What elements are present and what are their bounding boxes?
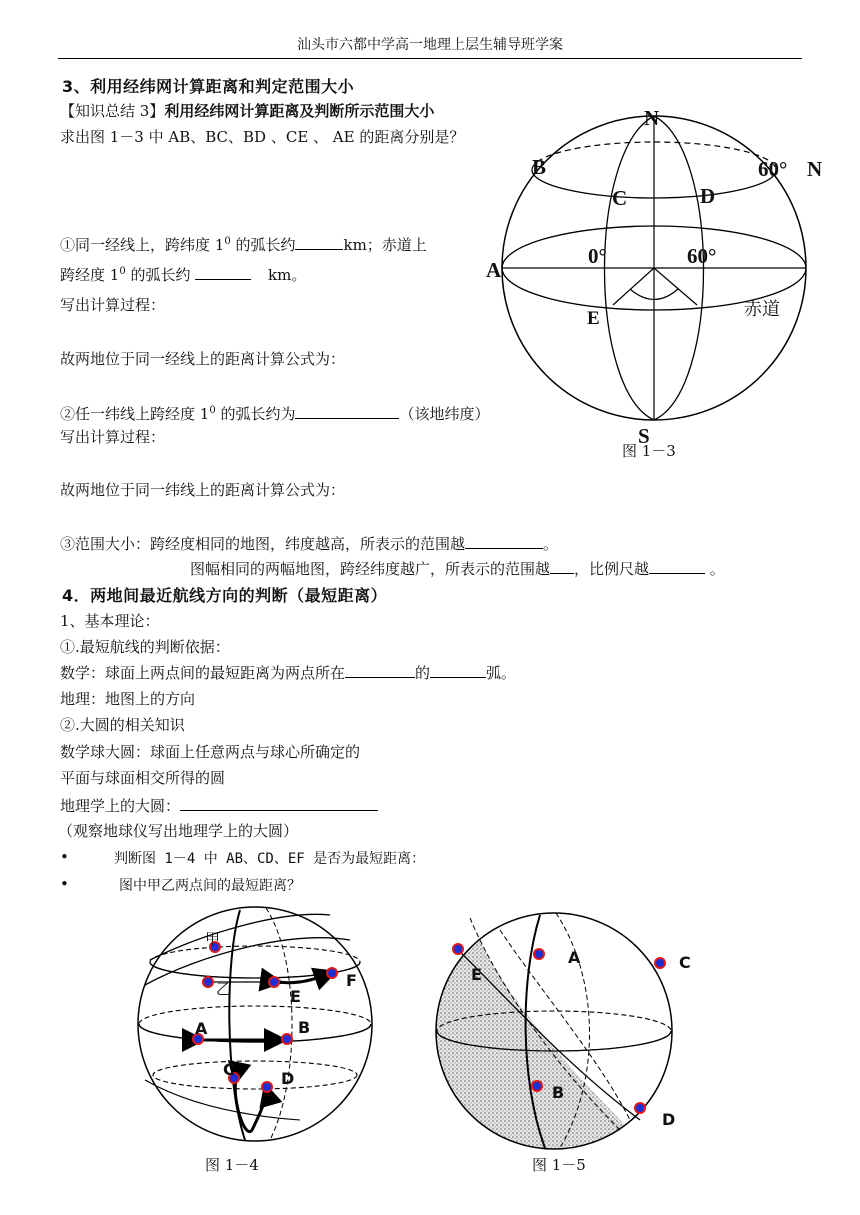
fig13-label-E: E [587,308,600,329]
point-1: ①.最短航线的判断依据： [60,638,230,656]
math-text-c: 弧。 [486,664,517,682]
process-2: 写出计算过程： [60,428,166,446]
geo-direction: 地理：地图上的方向 [60,690,196,708]
fig13-label-S: S [638,424,650,448]
fig15-caption: 图 1－5 [532,1156,586,1174]
fig13-label-N: N [644,106,660,130]
q2-text-b: 的弧长约为 [215,405,296,423]
bullet-dot: • [60,848,69,866]
q3-text-e: 。 [705,560,725,578]
q1-text-d: 跨经度 1 [60,266,120,284]
fig14-label-D: D [281,1069,295,1088]
dot-A [534,949,544,959]
page-header: 汕头市六都中学高一地理上层生辅导班学案 [297,37,563,53]
bullet-1-text: 判断图 1－4 中 AB、CD、EF 是否为最短距离： [114,851,426,867]
summary-bracket: 【知识总结 3】 [60,102,165,120]
fig13-label-A: A [486,258,502,282]
math-text-b: 的 [415,664,431,682]
bullet-dot: • [60,875,69,893]
q1-text-e: 的弧长约 [125,266,196,284]
fig14-label-yi: 乙 [216,980,232,998]
math-text-a: 数学：球面上两点间的最短距离为两点所在 [60,664,346,682]
fig13-label-C: C [612,186,628,210]
process-1: 写出计算过程： [60,296,166,314]
fig14-label-C: C [223,1060,235,1079]
basic-theory: 1、基本理论： [60,612,160,630]
fig13-label-60-lat: 60° [758,157,788,181]
section-3-title: 3、利用经纬网计算距离和判定范围大小 [62,77,355,96]
q2-text-a: ②任一纬线上跨经度 1 [60,405,210,423]
dot-C [655,958,665,968]
q3-text-b: 。 [543,535,559,553]
fig14-label-F: F [346,971,357,990]
formula-2: 故两地位于同一纬线上的距离计算公式为： [60,481,346,499]
q3-text-d: ，比例尺越 [574,560,650,578]
q3-text-c: 图幅相同的两幅地图，跨经纬度越广，所表示的范围越 [190,560,551,578]
q3-text-a: ③范围大小：跨经度相同的地图，纬度越高，所表示的范围越 [60,535,466,553]
q1-sup-2: 0 [119,266,126,277]
summary-text: 利用经纬网计算距离及判断所示范围大小 [164,102,435,120]
fig15-label-E: E [471,965,482,984]
fig15-label-D: D [662,1110,676,1129]
fig13-label-60-lon: 60° [687,244,717,268]
fig14-label-B: B [298,1018,311,1037]
fig13-caption: 图 1－3 [622,442,676,460]
fig13-label-0-lon: 0° [588,244,607,268]
q1-text-f: km。 [263,266,307,284]
fig13-label-D: D [700,184,716,208]
dot-D [635,1103,645,1113]
q1-text-a: ①同一经线上，跨纬度 1 [60,236,225,254]
fig14-label-jia: 甲 [205,930,221,948]
fig13-label-N-lat: N [807,157,823,181]
question-distances: 求出图 1－3 中 AB、BC、BD 、CE 、 AE 的距离分别是？ [60,128,465,146]
fig15-label-C: C [679,953,691,972]
bullet-2-text: 图中甲乙两点间的最短距离？ [119,878,301,894]
dot-B [532,1081,542,1091]
q1-sup: 0 [224,236,231,247]
fig15-label-B: B [552,1083,565,1102]
fig14-label-E: E [290,987,301,1006]
formula-1: 故两地位于同一经线上的距离计算公式为： [60,350,346,368]
fig13-label-B: B [532,155,547,179]
q2-text-c: （该地纬度） [399,405,490,423]
section-4-title: 4．两地间最近航线方向的判断（最短距离） [62,586,388,605]
fig14-label-A: A [195,1019,208,1038]
q1-text-b: 的弧长约 [230,236,296,254]
fig15-label-A: A [568,948,581,967]
q2-sup: 0 [209,405,216,416]
geo-great-text: 地理学上的大圆： [60,797,181,815]
great-circle-def-1: 数学球大圆：球面上任意两点与球心所确定的 [60,743,361,761]
fig13-label-equator: 赤道 [744,299,780,320]
fig14-caption: 图 1－4 [205,1156,259,1174]
dot-E [453,944,463,954]
point-2: ②.大圆的相关知识 [60,716,185,734]
q1-text-c: km；赤道上 [343,236,427,254]
observe-note: （观察地球仪写出地理学上的大圆） [58,822,299,840]
great-circle-def-2: 平面与球面相交所得的圆 [60,769,226,787]
